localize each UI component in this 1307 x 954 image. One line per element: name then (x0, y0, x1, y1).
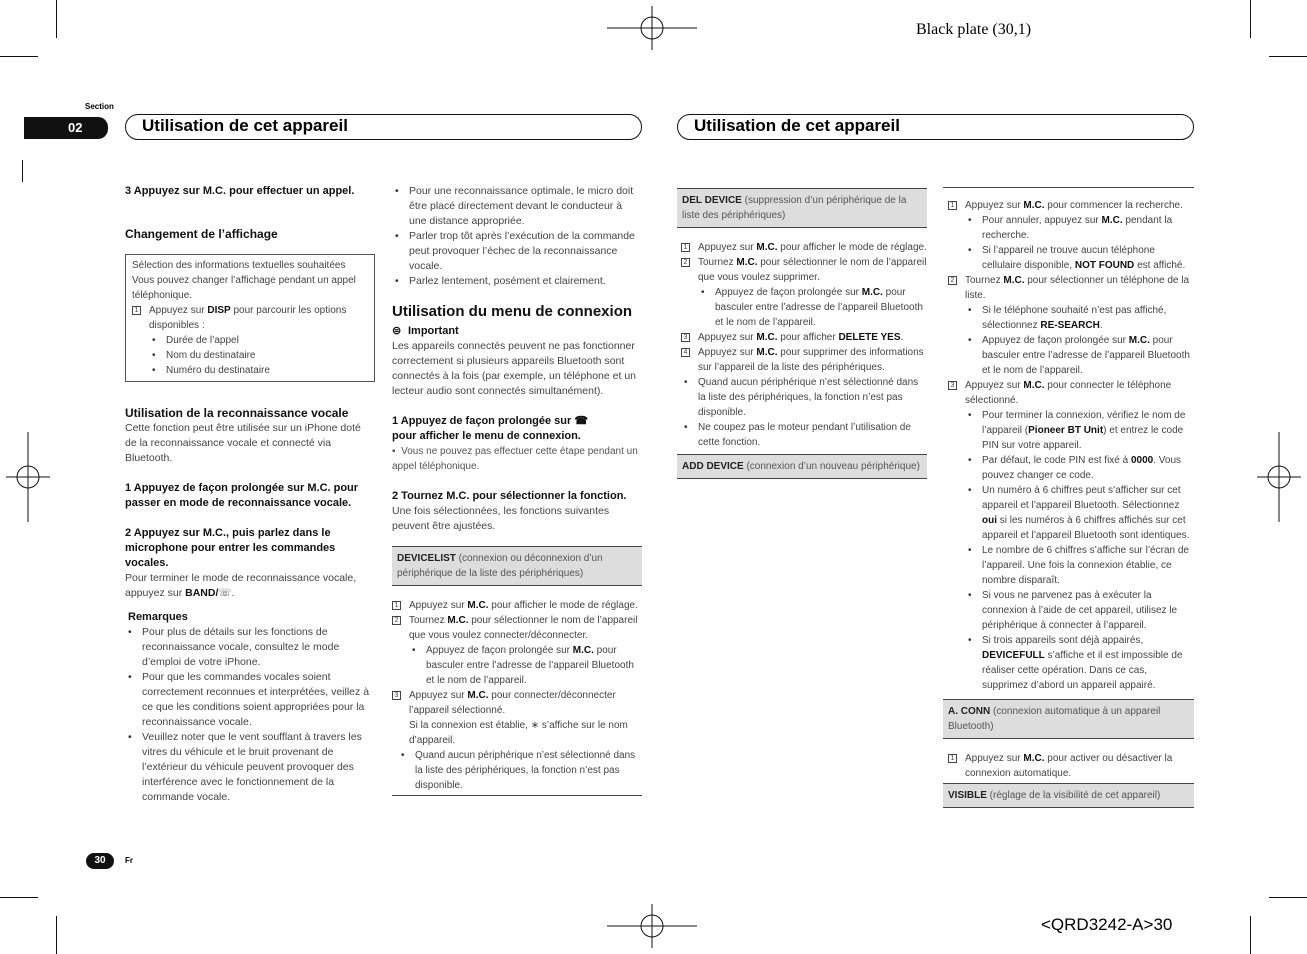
list-item: • Numéro du destinataire (149, 363, 368, 378)
crop-mark (56, 0, 57, 38)
heading-vocale: Utilisation de la reconnaissance vocale (125, 406, 349, 420)
crop-mark (0, 56, 38, 57)
devicelist-sub-list (392, 643, 642, 688)
devicelist-bullets (392, 748, 642, 793)
crop-mark (1269, 56, 1307, 57)
step-number-icon: 1 (948, 754, 957, 763)
remarques-list (125, 625, 375, 805)
del-device-steps (677, 240, 927, 450)
list-item: • Pour annuler, appuyez sur M.C. pendant la recherche. (965, 213, 1194, 243)
registration-mark-left (6, 432, 50, 522)
column-3 (677, 188, 927, 479)
step-1: 1 Appuyez de façon prolongée sur ☎ pour afficher le menu de connexion. (392, 415, 589, 442)
crop-mark (56, 916, 57, 954)
language-label: Fr (125, 856, 133, 865)
list-item: • Pour plus de détails sur les fonctions de reconnaissance vocale, consultez le mode d’emploi de votre iPhone. (125, 625, 375, 670)
a-conn-step-1: 1 Appuyez sur M.C. pour activer ou désactiver la connexion automatique. (948, 751, 1194, 781)
step-number-icon: 2 (681, 258, 690, 267)
del-step-2: 2 Tournez M.C. pour sélectionner le nom de l’appareil que vous voulez supprimer. (681, 255, 927, 285)
affichage-box (125, 254, 375, 382)
section-number-badge: 02 (24, 117, 108, 139)
devicelist-step-1: 1 Appuyez sur M.C. pour afficher le mode de réglage. (392, 598, 642, 613)
list-item: • Pour une reconnaissance optimale, le micro doit être placé directement devant le conducteur à une distance appropriée. (392, 184, 642, 229)
list-item: • Pour terminer la connexion, vérifiez le nom de l’appareil (Pioneer BT Unit) et entrez le code PIN sur votre appareil. (965, 408, 1194, 453)
list-item: • Veuillez noter que le vent soufflant à travers les vitres du véhicule et le bruit provenant de l’extérieur du véhicule peuvent provoquer des interférence avec le fonctionnement de la commande vocale. (125, 730, 375, 805)
a-conn-steps (943, 751, 1194, 784)
important-icon: ⊜ (392, 325, 402, 337)
step-number-icon: 1 (392, 601, 401, 610)
step-number-icon: 2 (948, 276, 957, 285)
step-2: 2 Tournez M.C. pour sélectionner la fonction. (392, 490, 627, 502)
list-item: • Si le téléphone souhaité n’est pas affiché, sélectionnez RE-SEARCH. (965, 303, 1194, 333)
crop-mark (1250, 916, 1251, 954)
display-options-list (132, 333, 368, 378)
a-conn-header: A. CONN (connexion automatique à un appareil Bluetooth) (943, 699, 1194, 739)
devicelist-step-2: 2 Tournez M.C. pour sélectionner le nom de l’appareil que vous voulez connecter/déconnecter. (392, 613, 642, 643)
visible-header: VISIBLE (réglage de la visibilité de cet appareil) (943, 784, 1194, 808)
list-item: • Appuyez de façon prolongée sur M.C. pour basculer entre l’adresse de l’appareil Bluetooth et le nom de l’appareil. (409, 643, 642, 688)
del-device-header: DEL DEVICE (suppression d’un périphérique de la liste des périphériques) (677, 188, 927, 228)
column-2 (392, 184, 642, 796)
box-line: Vous pouvez changer l’affichage pendant un appel téléphonique. (132, 275, 356, 301)
section-label: Section (85, 102, 114, 111)
heading-connexion: Utilisation du menu de connexion (392, 303, 633, 320)
paragraph: Une fois sélectionnées, les fonctions suivantes peuvent être ajustées. (392, 505, 610, 532)
step-3: 3 Appuyez sur M.C. pour effectuer un appel. (125, 185, 355, 197)
list-item: • Parler trop tôt après l’exécution de la commande peut provoquer l’échec de la reconnaissance vocale. (392, 229, 642, 274)
doc-code: <QRD3242-A>30 (1041, 915, 1173, 934)
add-step-1: 1 Appuyez sur M.C. pour commencer la recherche. (948, 198, 1194, 213)
add-step-3-sub (948, 408, 1194, 693)
list-item: • Si trois appareils sont déjà appairés, DEVICEFULL s’affiche et il est impossible de réaliser cette opération. Dans ce cas, supprimez d’abord un appareil appairé. (965, 633, 1194, 693)
list-item: • Si l’appareil ne trouve aucun téléphone cellulaire disponible, NOT FOUND est affiché. (965, 243, 1194, 273)
list-item: • Quand aucun périphérique n’est sélectionné dans la liste des périphériques, la fonction n’est pas disponible. (681, 375, 927, 420)
list-item: • Appuyez de façon prolongée sur M.C. pour basculer entre l’adresse de l’appareil Bluetooth et le nom de l’appareil. (698, 285, 927, 330)
del-bullets (681, 375, 927, 450)
registration-mark-top (607, 6, 697, 50)
devicelist-header: DEVICELIST (connexion ou déconnexion d’un périphérique de la liste des périphériques) (392, 546, 642, 586)
step-number-icon: 1 (681, 243, 690, 252)
step-number-icon: 2 (392, 616, 401, 625)
page-number-badge: 30 (86, 853, 114, 869)
page-title-right: Utilisation de cet appareil (677, 114, 1194, 140)
list-item: • Ne coupez pas le moteur pendant l’utilisation de cette fonction. (681, 420, 927, 450)
step-number-icon: 3 (681, 333, 690, 342)
important-heading: ⊜ Important (392, 325, 459, 337)
add-device-header: ADD DEVICE (connexion d’un nouveau périphérique) (677, 454, 927, 479)
list-item: • Durée de l’appel (149, 333, 368, 348)
step-number-icon: 1 (948, 201, 957, 210)
devicelist-steps (392, 598, 642, 796)
step-note: Si la connexion est établie, ∗ s’affiche sur le nom d’appareil. (409, 720, 628, 746)
add-device-steps (943, 187, 1194, 693)
list-item: • Appuyez de façon prolongée sur M.C. pour basculer entre l’adresse de l’appareil Bluetooth et le nom de l’appareil. (965, 333, 1194, 378)
column-4 (943, 187, 1194, 808)
add-step-2-sub (948, 303, 1194, 378)
list-item: • Si vous ne parvenez pas à exécuter la connexion à l’aide de cet appareil, utilisez le périphérique à connecter à l’appareil. (965, 588, 1194, 633)
column-1 (125, 184, 375, 805)
step-number-icon: 1 (132, 306, 141, 315)
add-step-2: 2 Tournez M.C. pour sélectionner un téléphone de la liste. (948, 273, 1194, 303)
del-step-3: 3 Appuyez sur M.C. pour afficher DELETE YES. (681, 330, 927, 345)
list-item: • Un numéro à 6 chiffres peut s’afficher sur cet appareil et l’appareil Bluetooth. Sélectionnez oui si les numéros à 6 chiffres affichés sur cet appareil et l’appareil Bluetooth sont identiques. (965, 483, 1194, 543)
paragraph: Pour terminer le mode de reconnaissance vocale, appuyez sur BAND/☏. (125, 572, 357, 599)
list-item: • Le nombre de 6 chiffres s’affiche sur l’écran de l’appareil. Une fois la connexion établie, ce nombre disparaît. (965, 543, 1194, 588)
box-step: 1 Appuyez sur DISP pour parcourir les options disponibles : (132, 303, 368, 333)
step-2: 2 Appuyez sur M.C., puis parlez dans le microphone pour entrer les commandes vocales. (125, 527, 336, 569)
crop-mark (1250, 0, 1251, 38)
phone-icon: ☏ (218, 587, 232, 599)
paragraph: Les appareils connectés peuvent ne pas fonctionner correctement si plusieurs appareils Bluetooth sont connectés à la fois (par exemple, un téléphone et un lecteur audio sont connectés simultanément). (392, 340, 636, 397)
list-item: • Parlez lentement, posément et clairement. (392, 274, 642, 289)
registration-mark-right (1257, 432, 1301, 522)
list-item: • Quand aucun périphérique n’est sélectionné dans la liste des périphériques, la fonction n’est pas disponible. (398, 748, 642, 793)
phone-icon: ☎ (574, 415, 589, 427)
step-note: ▪ Vous ne pouvez pas effectuer cette étape pendant un appel téléphonique. (392, 446, 638, 472)
step-1: 1 Appuyez de façon prolongée sur M.C. pour passer en mode de reconnaissance vocale. (125, 482, 359, 509)
crop-mark (0, 897, 38, 898)
list-item: • Nom du destinataire (149, 348, 368, 363)
heading-affichage: Changement de l’affichage (125, 227, 278, 241)
del-step-4: 4 Appuyez sur M.C. pour supprimer des informations sur l’appareil de la liste des périphériques. (681, 345, 927, 375)
list-item: • Pour que les commandes vocales soient correctement reconnues et interprétées, veillez à ce que les conditions soient appropriées pour la reconnaissance vocale. (125, 670, 375, 730)
devicelist-step-3: 3 Appuyez sur M.C. pour connecter/déconnecter l’appareil sélectionné. (392, 688, 642, 718)
plate-label: Black plate (30,1) (916, 21, 1032, 38)
step-number-icon: 4 (681, 348, 690, 357)
del-sub-list (681, 285, 927, 330)
tips-list (392, 184, 642, 289)
step-number-icon: 3 (948, 381, 957, 390)
del-step-1: 1 Appuyez sur M.C. pour afficher le mode de réglage. (681, 240, 927, 255)
add-step-1-sub (948, 213, 1194, 273)
paragraph: Cette fonction peut être utilisée sur un iPhone doté de la reconnaissance vocale et connecté via Bluetooth. (125, 422, 361, 464)
box-line: Sélection des informations textuelles souhaitées (132, 260, 346, 271)
page-title-left: Utilisation de cet appareil (125, 114, 642, 140)
registration-mark-bottom (607, 904, 697, 948)
crop-mark (22, 160, 23, 182)
crop-mark (1269, 897, 1307, 898)
list-item: • Par défaut, le code PIN est fixé à 0000. Vous pouvez changer ce code. (965, 453, 1194, 483)
step-number-icon: 3 (392, 691, 401, 700)
heading-remarques: Remarques (128, 611, 188, 623)
add-step-3: 3 Appuyez sur M.C. pour connecter le téléphone sélectionné. (948, 378, 1194, 408)
